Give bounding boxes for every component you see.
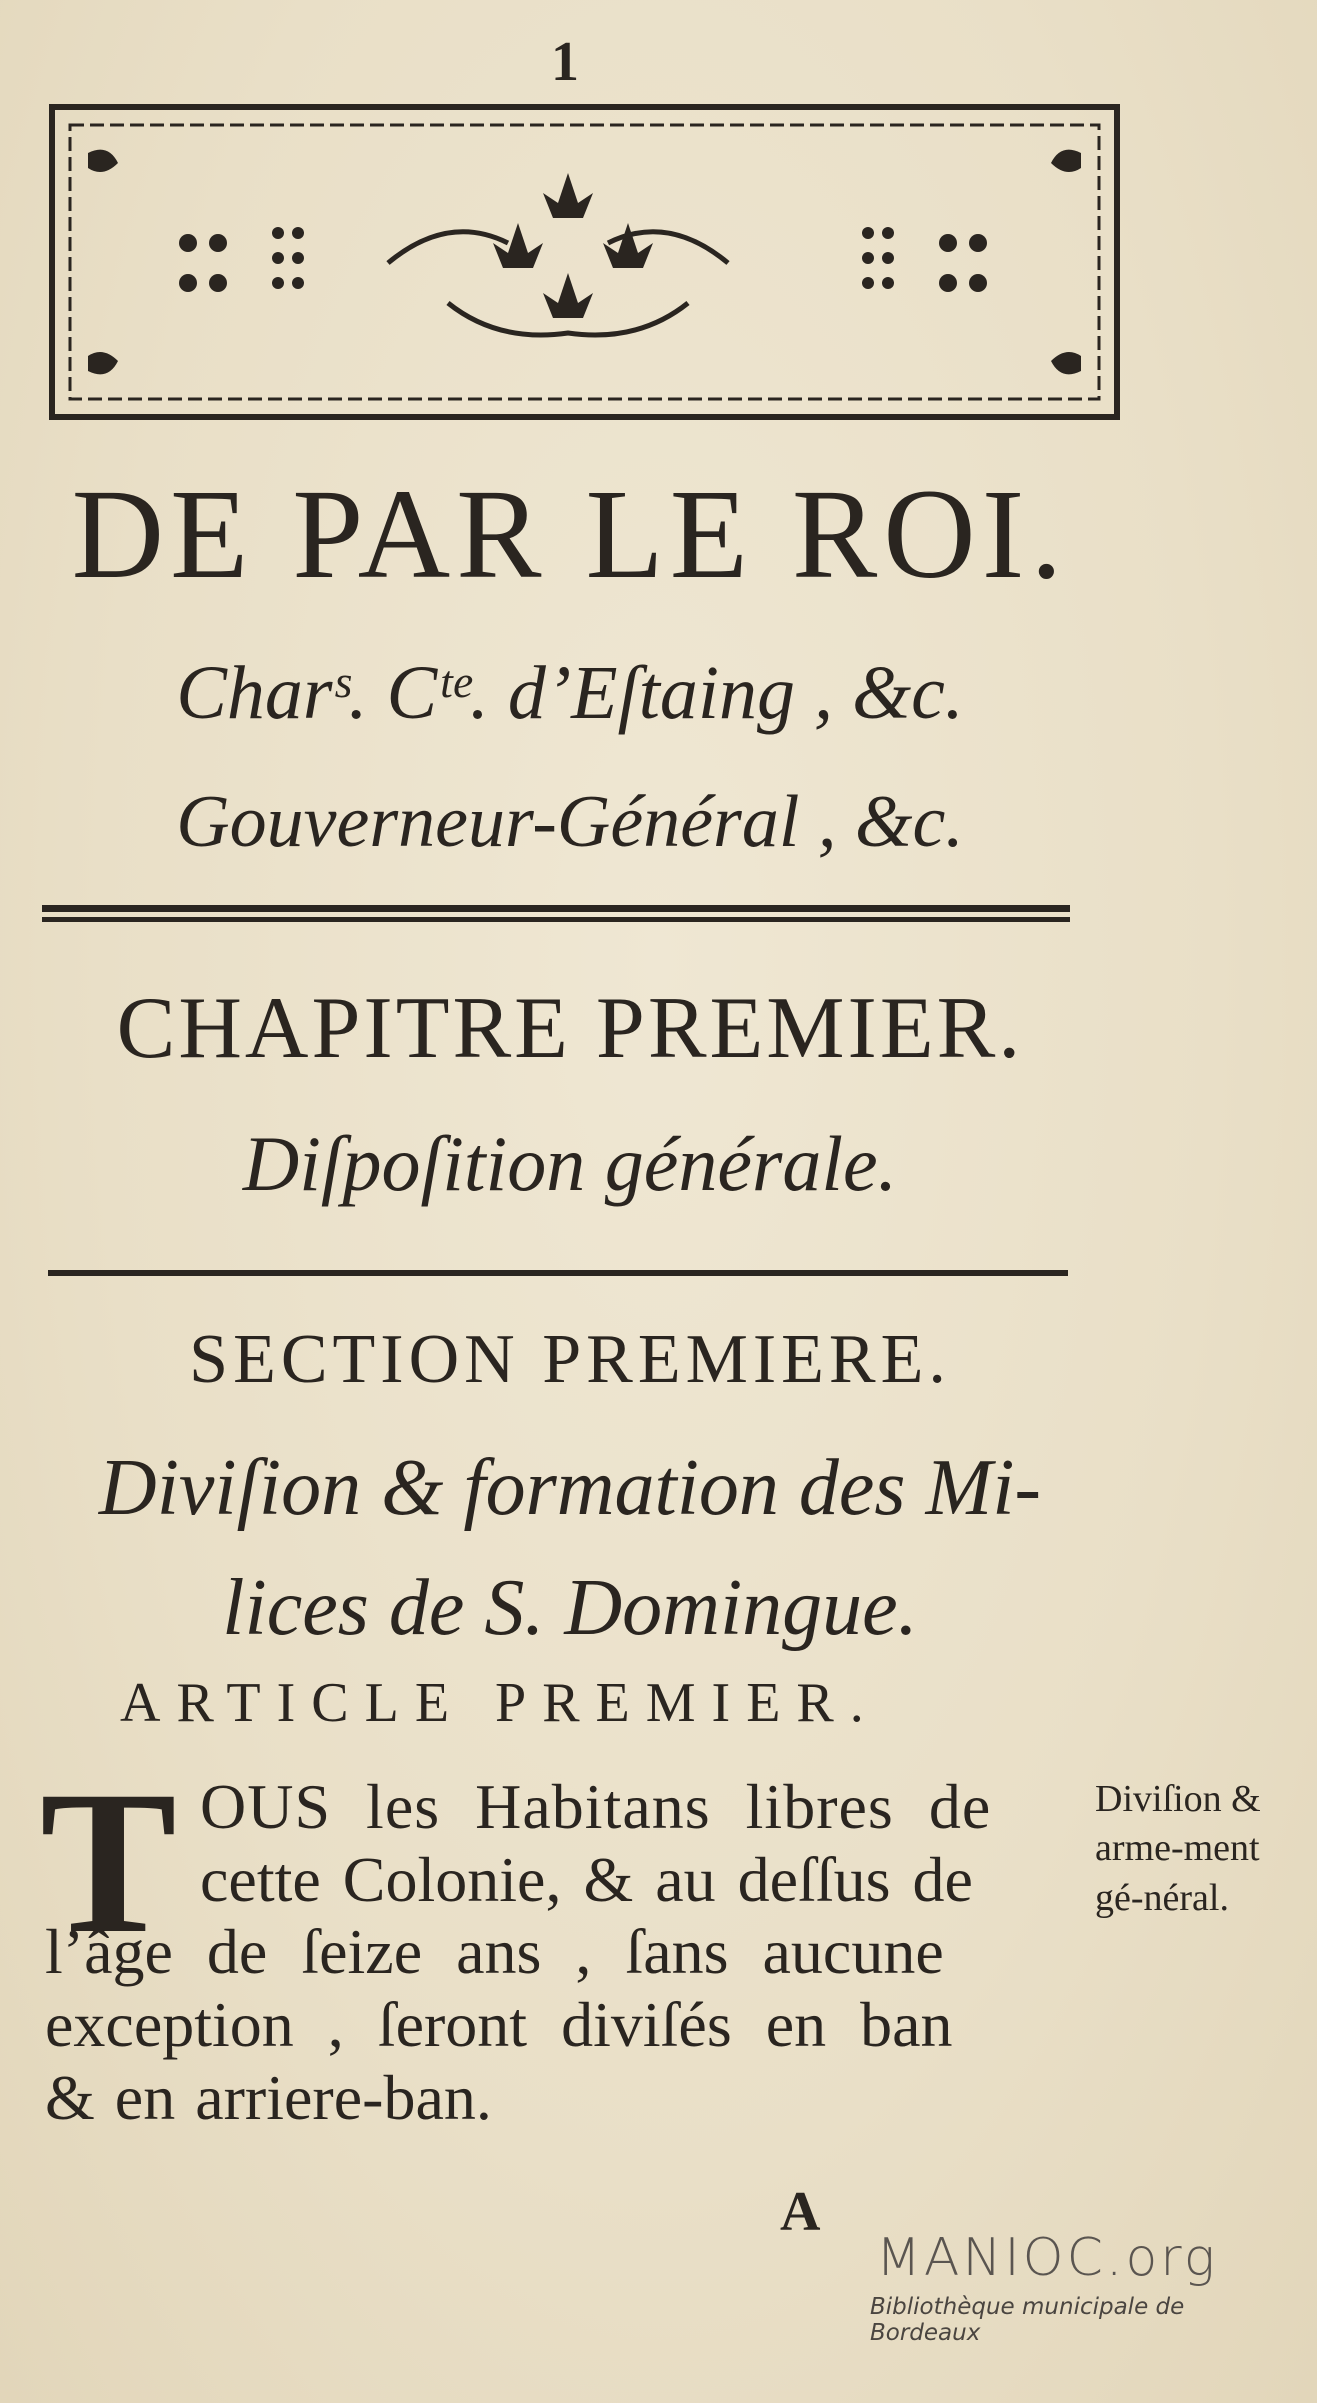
watermark-subtitle: Bibliothèque municipale de Bordeaux	[870, 2294, 1185, 2346]
body-text-line: OUS les Habitans libres de	[200, 1771, 992, 1842]
issuer-title-line: Gouverneur-Général , &c.	[176, 781, 964, 863]
section-subtitle-line-1: Diviſion & formation des Mi-	[98, 1444, 1042, 1532]
section-subtitle-line-2: lices de S. Domingue.	[222, 1564, 918, 1652]
article-heading: ARTICLE PREMIER.	[120, 1672, 880, 1734]
double-rule-divider	[42, 903, 1070, 927]
watermark-logo: MANIOC.org	[876, 2228, 1218, 2288]
issuer-name-line: Charˢ. Cᵗᵉ. d’Eſtaing , &c.	[176, 651, 964, 735]
drop-cap-letter: T	[40, 1749, 177, 1976]
body-text-line: exception , ſeront diviſés en ban	[45, 1989, 953, 2060]
page-number: 1	[551, 31, 579, 93]
proclamation-heading: DE PAR LE ROI.	[71, 463, 1069, 605]
chapter-subtitle: Diſpoſition générale.	[242, 1120, 898, 1207]
decorative-border-ornament	[48, 103, 1121, 421]
single-rule-divider	[48, 1268, 1068, 1278]
section-title: SECTION PREMIERE.	[189, 1321, 951, 1398]
catchword-signature: A	[780, 2181, 821, 2243]
body-text-line: & en arriere-ban.	[45, 2062, 492, 2133]
chapter-title: CHAPITRE PREMIER.	[116, 980, 1024, 1077]
marginal-note: Diviſion & arme-ment gé-néral.	[1095, 1778, 1261, 1919]
watermark	[870, 2228, 1300, 2346]
body-text-line: cette Colonie, & au deſſus de	[200, 1844, 973, 1915]
body-text-line: l’âge de ſeize ans , ſans aucune	[45, 1916, 944, 1987]
